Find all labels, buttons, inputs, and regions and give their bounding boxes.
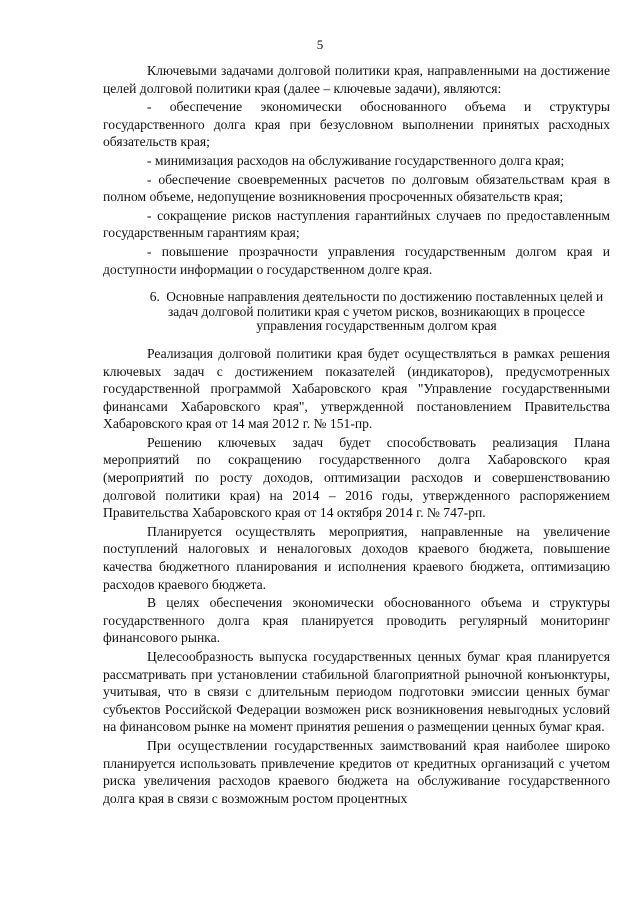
task-item: - обеспечение своевременных расчетов по долговым обязательствам края в полном объеме, недопущение возникновения просроченных обязательств края;: [103, 171, 610, 205]
body-paragraph: Планируется осуществлять мероприятия, направленные на увеличение поступлений налоговых и неналоговых доходов краевого бюджета, повышение качества бюджетного планирования и исполнения краевого бюджета, оптимизацию расходов краевого бюджета.: [103, 523, 610, 592]
document-body: [103, 62, 610, 808]
body-paragraph: Реализация долговой политики края будет осуществляться в рамках решения ключевых задач с достижением показателей (индикаторов), предусмотренных государственной программой Хабаровского края "Управление государственными финансами Хабаровского края", утвержденной постановлением Правительства Хабаровского края от 14 мая 2012 г. № 151-пр.: [103, 345, 610, 432]
body-paragraph: Целесообразность выпуска государственных ценных бумаг края планируется рассматривать при установлении стабильной благоприятной рыночной конъюнктуры, учитывая, что в связи с длительным периодом подготовки эмиссии ценных бумаг субъектов Российской Федерации возможен риск возникновения невыгодных условий на финансовом рынке на момент принятия решения о размещении ценных бумаг края.: [103, 649, 610, 735]
body-paragraph: В целях обеспечения экономически обоснованного объема и структуры государственного долга края планируется проводить регулярный мониторинг финансового рынка.: [103, 595, 610, 646]
task-item: - сокращение рисков наступления гарантийных случаев по предоставленным государственным гарантиям края;: [103, 207, 610, 241]
task-item: - повышение прозрачности управления государственным долгом края и доступности информации о государственном долге края.: [103, 243, 610, 277]
section-number: 6.: [149, 289, 160, 305]
intro-paragraph: Ключевыми задачами долговой политики края, направленными на достижение целей долговой политики края (далее – ключевые задачи), являются:: [103, 63, 610, 96]
body-paragraph: Решению ключевых задач будет способствовать реализация Плана мероприятий по сокращению государственного долга Хабаровского края (мероприятий по росту доходов, оптимизации расходов и совершенствованию долговой политики края) на 2014 – 2016 годы, утвержденного распоряжением Правительства Хабаровского края от 14 октября 2014 г. № 747-рп.: [103, 434, 610, 521]
page-number: 5: [316, 37, 324, 52]
task-item: - минимизация расходов на обслуживание государственного долга края;: [147, 152, 565, 168]
section-heading: [103, 290, 610, 334]
body-paragraph: При осуществлении государственных заимствований края наиболее широко планируется использовать привлечение кредитов от кредитных организаций с учетом риска увеличения расходов краевого бюджета на обслуживание государственного долга края в связи с возможным ростом процентных: [103, 737, 610, 806]
section-title: Основные направления деятельности по достижению поставленных целей и задач долговой политики края с учетом рисков, возникающих в процессе управления государственным долгом края: [166, 289, 604, 334]
task-item: - обеспечение экономически обоснованного объема и структуры государственного долга края при безусловном выполнении принятых расходных обязательств края;: [103, 99, 610, 150]
